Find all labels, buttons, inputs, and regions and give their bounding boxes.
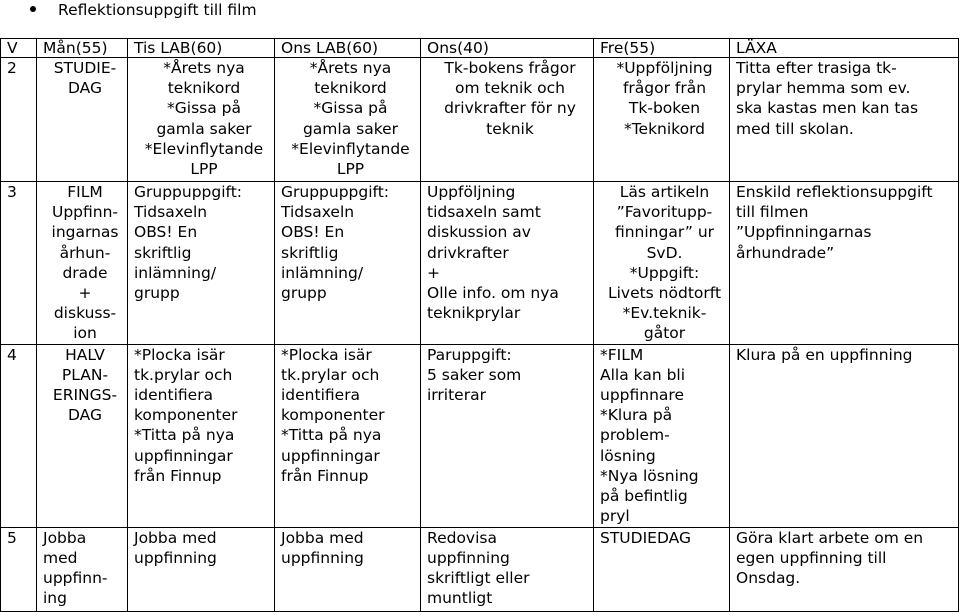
table-header-row [1, 39, 959, 58]
wednesday-lab-cell: *Plocka isär tk.prylar och identifiera komponenter *Titta på nya uppfinningar från Finnup [275, 344, 421, 527]
week-cell: 4 [1, 344, 37, 527]
friday-cell: *FILM Alla kan bli uppfinnare *Klura på problem- lösning *Nya lösning på befintlig pryl [594, 344, 730, 527]
wednesday-cell: Tk-bokens frågor om teknik och drivkrafter för ny teknik [421, 58, 594, 182]
wednesday-cell: Redovisa uppfinning skriftligt eller muntligt [421, 527, 594, 611]
week-cell: 3 [1, 182, 37, 345]
wednesday-cell: Uppföljning tidsaxeln samt diskussion av drivkrafter + Olle info. om nya teknikprylar [421, 182, 594, 345]
header-wednesday: Ons(40) [421, 39, 594, 58]
monday-cell: FILM Uppfinn- ingarnas århun- drade + diskuss- ion [37, 182, 128, 345]
table-row [1, 344, 959, 527]
homework-cell: Titta efter trasiga tk- prylar hemma som ev. ska kastas men kan tas med till skolan. [730, 58, 959, 182]
header-monday: Mån(55) [37, 39, 128, 58]
table-row [1, 58, 959, 182]
header-wednesday-lab: Ons LAB(60) [275, 39, 421, 58]
header-week: V [1, 39, 37, 58]
monday-cell: HALV PLAN- ERINGS- DAG [37, 344, 128, 527]
header-tuesday-lab: Tis LAB(60) [128, 39, 275, 58]
wednesday-lab-cell: *Årets nya teknikord *Gissa på gamla saker *Elevinflytande LPP [275, 58, 421, 182]
bullet-text: Reflektionsuppgift till film [58, 1, 257, 19]
wednesday-cell: Paruppgift: 5 saker som irriterar [421, 344, 594, 527]
header-homework: LÄXA [730, 39, 959, 58]
wednesday-lab-cell: Jobba med uppfinning [275, 527, 421, 611]
friday-cell: *Uppföljning frågor från Tk-boken *Teknikord [594, 58, 730, 182]
homework-cell: Enskild reflektionsuppgift till filmen ”Uppfinningarnas århundrade” [730, 182, 959, 345]
table-row [1, 182, 959, 345]
week-cell: 5 [1, 527, 37, 611]
header-friday: Fre(55) [594, 39, 730, 58]
monday-cell: STUDIE- DAG [37, 58, 128, 182]
monday-cell: Jobba med uppfinn- ing [37, 527, 128, 611]
week-cell: 2 [1, 58, 37, 182]
schedule-table [0, 38, 959, 612]
bullet-dot-icon [30, 6, 36, 12]
wednesday-lab-cell: Gruppuppgift: Tidsaxeln OBS! En skriftlig inlämning/ grupp [275, 182, 421, 345]
tuesday-lab-cell: Gruppuppgift: Tidsaxeln OBS! En skriftlig inlämning/ grupp [128, 182, 275, 345]
homework-cell: Klura på en uppfinning [730, 344, 959, 527]
tuesday-lab-cell: *Årets nya teknikord *Gissa på gamla saker *Elevinflytande LPP [128, 58, 275, 182]
friday-cell: STUDIEDAG [594, 527, 730, 611]
table-row [1, 527, 959, 611]
tuesday-lab-cell: *Plocka isär tk.prylar och identifiera komponenter *Titta på nya uppfinningar från Finnup [128, 344, 275, 527]
homework-cell: Göra klart arbete om en egen uppfinning till Onsdag. [730, 527, 959, 611]
tuesday-lab-cell: Jobba med uppfinning [128, 527, 275, 611]
friday-cell: Läs artikeln ”Favoritupp- finningar” ur SvD. *Uppgift: Livets nödtorft *Ev.teknik- gåtor [594, 182, 730, 345]
bullet-item [30, 0, 257, 20]
